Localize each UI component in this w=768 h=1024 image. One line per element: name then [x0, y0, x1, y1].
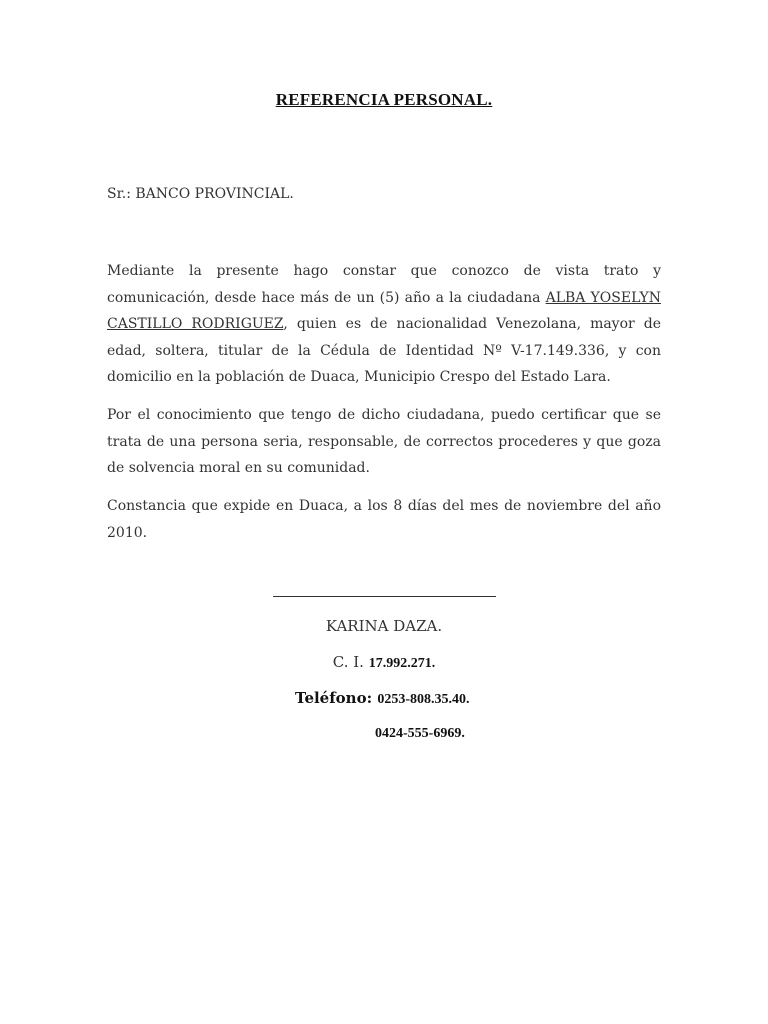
document-title: REFERENCIA PERSONAL.	[275, 90, 493, 109]
signer-phone-label: Teléfono:	[295, 689, 378, 707]
signer-id-label: C. I.	[332, 653, 369, 671]
paragraph-introduction	[107, 258, 661, 391]
signer-id-number: 17.992.271.	[368, 656, 436, 671]
signer-name: KARINA DAZA.	[325, 617, 443, 635]
paragraph-introduction-end: , quien es de nacionalidad Venezolana, mayor de edad, soltera, titular de la Cédula de Identidad Nº V-17.149.336, y con domicilio en la población de Duaca, Municipio Crespo del Estado Lara.	[107, 316, 661, 385]
signer-phone-secondary: 0424-555-6969.	[375, 726, 465, 741]
citizen-name: ALBA YOSELYN CASTILLO RODRIGUEZ	[107, 289, 661, 332]
salutation: Sr.: BANCO PROVINCIAL.	[107, 186, 294, 202]
paragraph-issuance: Constancia que expide en Duaca, a los 8 días del mes de noviembre del año 2010.	[107, 498, 661, 541]
signer-id	[0, 653, 768, 672]
signature-line	[273, 596, 496, 597]
signer-phone-primary: 0253-808.35.40.	[377, 692, 470, 707]
signer-phone	[295, 689, 470, 708]
paragraph-introduction-start: Mediante la presente hago constar que conozco de vista trato y comunicación, desde hace más de un (5) año a la ciudadana	[107, 263, 661, 306]
paragraph-certification: Por el conocimiento que tengo de dicho ciudadana, puedo certificar que se trata de una persona seria, responsable, de correctos procederes y que goza de solvencia moral en su comunidad.	[107, 407, 661, 476]
